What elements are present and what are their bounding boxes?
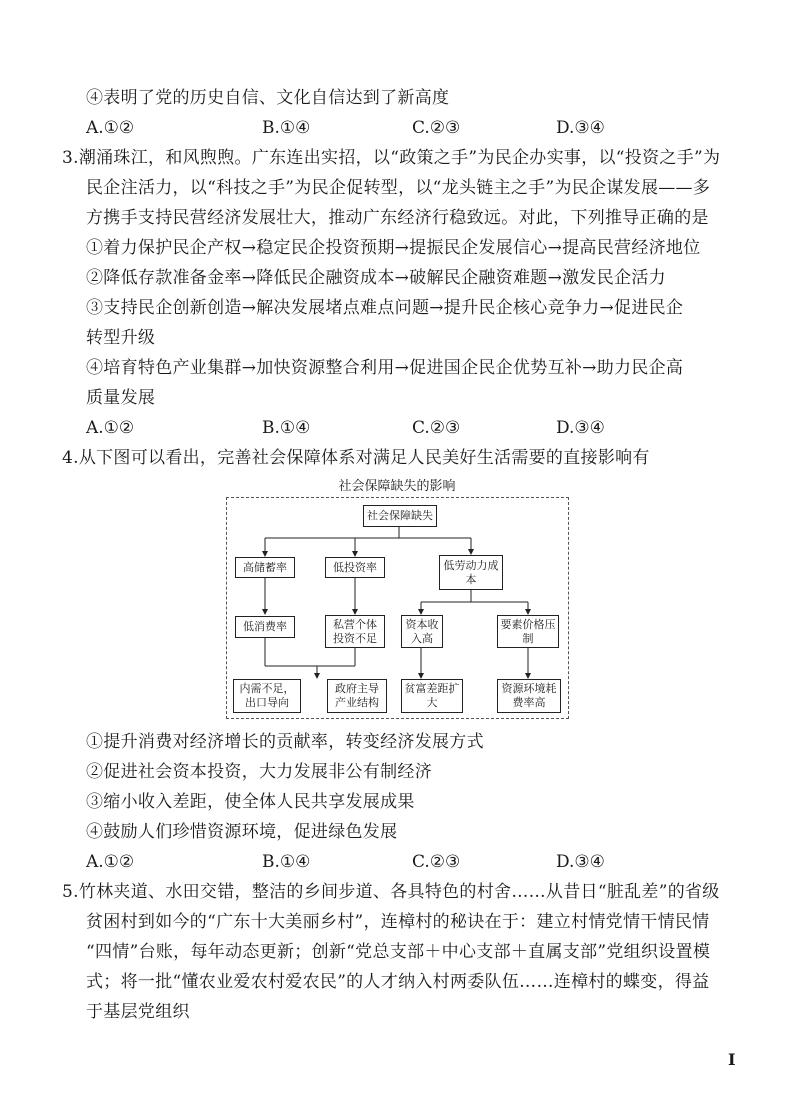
- diagram-node-private-invest: 私营个体投资不足: [325, 615, 385, 648]
- q3-item-2: ②降低存款准备金率→降低民企融资成本→破解民企融资难题→激发民企活力: [86, 268, 666, 288]
- q5-stem-line-1: 5.竹林夹道、水田交错，整洁的乡间步道、各具特色的村舍……从昔日“脏乱差”的省级: [62, 882, 720, 902]
- q4-item-3: ③缩小收入差距，使全体人民共享发展成果: [86, 792, 415, 812]
- q4-option-d: D.③④: [556, 852, 605, 872]
- q5-stem-line-5: 于基层党组织: [86, 1002, 190, 1022]
- q3-item-3: ③支持民企创新创造→解决发展堵点难点问题→提升民企核心竞争力→促进民企: [86, 298, 684, 318]
- q4-option-a: A.①②: [86, 852, 135, 872]
- q3-item-3-cont: 转型升级: [86, 328, 156, 348]
- page-mark: I: [728, 1050, 736, 1069]
- q5-stem-line-2: 贫困村到如今的“广东十大美丽乡村”，连樟村的秘诀在于：建立村情党情干情民情: [86, 912, 710, 932]
- q5-stem-line-3: “四情”台账，每年动态更新；创新“党总支部＋中心支部＋直属支部”党组织设置模: [86, 942, 711, 962]
- diagram-title: 社会保障缺失的影响: [338, 479, 456, 494]
- q3-option-d: D.③④: [556, 418, 605, 438]
- q2-option-c: C.②③: [412, 118, 461, 138]
- diagram-node-low-invest: 低投资率: [325, 557, 385, 578]
- diagram-node-high-saving: 高储蓄率: [235, 557, 295, 578]
- q2-option-a: A.①②: [86, 118, 135, 138]
- q3-stem-line-2: 民企注活力，以“科技之手”为民企促转型，以“龙头链主之手”为民企谋发展——多: [86, 178, 711, 198]
- q2-option-d: D.③④: [556, 118, 605, 138]
- q3-item-1: ①着力保护民企产权→稳定民企投资预期→提振民企发展信心→提高民营经济地位: [86, 238, 701, 258]
- q4-stem: 4.从下图可以看出，完善社会保障体系对满足人民美好生活需要的直接影响有: [62, 448, 650, 468]
- diagram-node-low-consume: 低消费率: [235, 616, 295, 638]
- q3-item-4-cont: 质量发展: [86, 388, 156, 408]
- q3-option-a: A.①②: [86, 418, 135, 438]
- q2-option-b: B.①④: [262, 118, 311, 138]
- diagram-node-resource-cost: 资源环境耗费率高: [497, 679, 561, 713]
- diagram-node-wealth-gap: 贫富差距扩大: [401, 679, 463, 713]
- diagram-node-domestic-demand: 内需不足，出口导向: [233, 679, 301, 713]
- q3-item-4: ④培育特色产业集群→加快资源整合利用→促进国企民企优势互补→助力民企高: [86, 358, 684, 378]
- q3-option-b: B.①④: [262, 418, 311, 438]
- diagram-frame: [226, 497, 569, 719]
- q2-item-4: ④表明了党的历史自信、文化自信达到了新高度: [86, 88, 450, 108]
- q4-item-2: ②促进社会资本投资，大力发展非公有制经济: [86, 762, 432, 782]
- diagram-node-factor-price: 要素价格压制: [497, 615, 559, 648]
- q4-option-c: C.②③: [412, 852, 461, 872]
- diagram-node-low-labor: 低劳动力成本: [439, 555, 503, 590]
- q4-item-4: ④鼓励人们珍惜资源环境，促进绿色发展: [86, 822, 398, 842]
- diagram-node-capital-income: 资本收入高: [401, 615, 443, 648]
- q5-stem-line-4: 式；将一批“懂农业爱农村爱农民”的人才纳入村两委队伍……连樟村的蝶变，得益: [86, 972, 710, 992]
- diagram-node-gov-lead: 政府主导产业结构: [327, 679, 387, 713]
- q4-item-1: ①提升消费对经济增长的贡献率，转变经济发展方式: [86, 732, 484, 752]
- q3-stem-line-3: 方携手支持民营经济发展壮大，推动广东经济行稳致远。对此，下列推导正确的是: [86, 208, 709, 228]
- q3-option-c: C.②③: [412, 418, 461, 438]
- q3-stem-line-1: 3.潮涌珠江，和风煦煦。广东连出实招，以“政策之手”为民企办实事，以“投资之手”为: [62, 148, 721, 168]
- diagram-node-root: 社会保障缺失: [363, 505, 437, 527]
- q4-option-b: B.①④: [262, 852, 311, 872]
